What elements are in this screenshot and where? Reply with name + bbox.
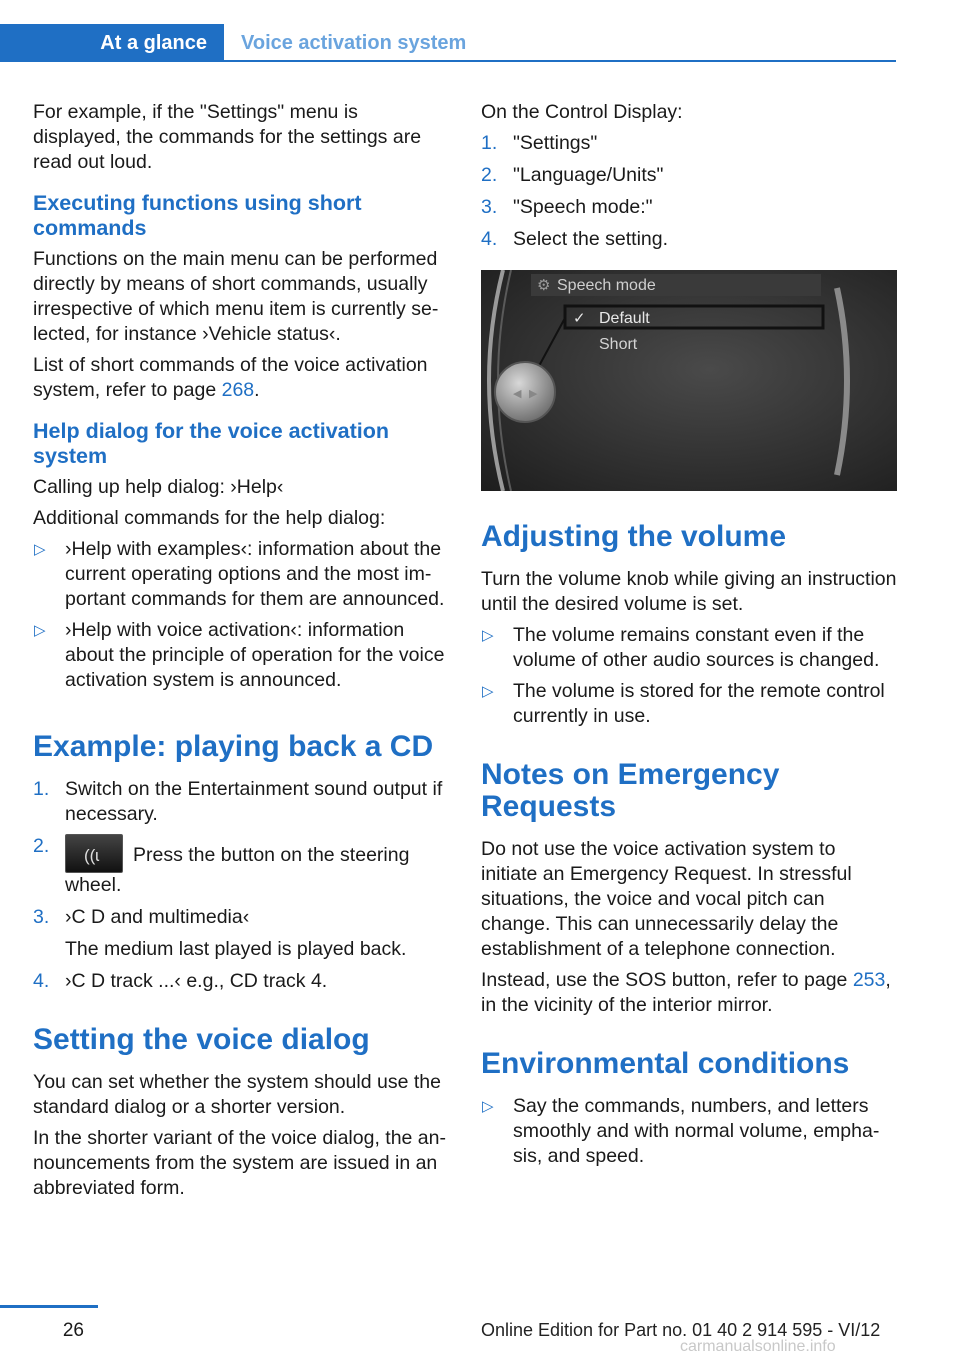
controller-knob-icon (495, 362, 555, 422)
short-commands-heading: Executing functions using short commands (33, 191, 362, 240)
cd-example-heading: Example: playing back a CD (33, 730, 434, 763)
speech-mode-screenshot (481, 270, 897, 491)
list-item: ▷ Say the commands, numbers, and letters smoothly and with normal volume, emphasis, and speed. (482, 1095, 880, 1167)
help-dialog-p1: Calling up help dialog: ›Help‹ (33, 476, 284, 498)
screen-title: Speech mode (557, 277, 656, 294)
watermark: carmanualsonline.info (680, 1338, 836, 1355)
control-display-intro: On the Control Display: (481, 101, 683, 123)
list-item: 2. ((ɩ Press the button on the steering wheel. (33, 835, 410, 896)
triangle-right-icon: ▷ (482, 627, 494, 644)
cd-steps-list (33, 777, 449, 994)
list-item: 4. ›C D track ...‹ e.g., CD track 4. (33, 970, 328, 992)
triangle-right-icon: ▷ (482, 683, 494, 700)
page-link-268[interactable]: 268 (221, 379, 255, 401)
voice-dialog-p2: In the shorter variant of the voice dialog, the announcements from the system are issued in an abbreviated form. (33, 1127, 447, 1199)
help-commands-list (33, 537, 449, 693)
header-rule (0, 60, 896, 62)
edition-note: Online Edition for Part no. 01 40 2 914 595 - VI/12 (481, 1320, 881, 1340)
short-commands-p1: Functions on the main menu can be performed directly by means of short commands, usually irrespective of which menu item is currently selected, for instance ›Vehicle status‹. (33, 248, 439, 345)
gear-icon: ⚙ (537, 276, 551, 294)
environment-heading: Environmental conditions (481, 1047, 850, 1080)
volume-list (481, 623, 897, 729)
voice-button-icon: ((ɩ (65, 834, 123, 873)
footer-rule (0, 1305, 98, 1308)
checkmark-icon: ✓ (573, 309, 586, 327)
svg-text:◀: ◀ (513, 387, 522, 400)
environment-list (481, 1094, 897, 1169)
list-item: ▷ The volume remains constant even if the volume of other audio sources is changed. (482, 624, 880, 671)
list-item: ▷ ›Help with examples‹: information about the current operating options and the most important commands for them are announced. (34, 538, 445, 610)
list-item: 1. Switch on the Entertainment sound output if necessary. (33, 778, 443, 825)
triangle-right-icon: ▷ (34, 622, 46, 639)
option-default: Default (599, 310, 650, 327)
right-column (481, 100, 897, 1175)
triangle-right-icon: ▷ (482, 1098, 494, 1115)
page-header (0, 0, 896, 62)
option-short: Short (599, 336, 638, 353)
voice-dialog-p1: You can set whether the system should use the standard dialog or a shorter version. (33, 1071, 441, 1118)
list-item: 3. ›C D and multimedia‹ The medium last played is played back. (33, 906, 407, 960)
emergency-p2: Instead, use the SOS button, refer to page 253, in the vicinity of the interior mirror. (481, 969, 891, 1016)
page-link-253[interactable]: 253 (852, 969, 886, 991)
chapter-tab[interactable]: At a glance (0, 24, 224, 62)
triangle-right-icon: ▷ (34, 541, 46, 558)
list-item: 3. "Speech mode:" (481, 196, 653, 218)
svg-text:▶: ▶ (529, 387, 538, 400)
intro-paragraph: For example, if the "Settings" menu is displayed, the commands for the settings are read out loud. (33, 101, 422, 173)
emergency-p1: Do not use the voice activation system to initiate an Emergency Request. In stressful situations, the voice and vocal pitch can change. This can unnecessarily delay the establishment of a telephone connection. (481, 838, 852, 960)
control-display-image (481, 270, 897, 491)
volume-p1: Turn the volume knob while giving an instruction until the desired volume is set. (481, 568, 897, 615)
short-commands-p2: List of short commands of the voice activation system, refer to page 268. (33, 354, 428, 401)
left-column (33, 100, 449, 1207)
emergency-heading: Notes on Emergency Requests (481, 758, 780, 823)
voice-dialog-heading: Setting the voice dialog (33, 1023, 370, 1056)
list-item: 4. Select the setting. (481, 228, 669, 250)
help-dialog-heading: Help dialog for the voice activation system (33, 419, 390, 468)
section-title[interactable]: Voice activation system (241, 32, 467, 54)
list-item: 2. "Language/Units" (481, 164, 664, 186)
list-item: ▷ The volume is stored for the remote control currently in use. (482, 680, 885, 727)
list-item: ▷ ›Help with voice activation‹: information about the principle of operation for the voice activation system is announced. (34, 619, 445, 691)
list-item: 1. "Settings" (481, 132, 598, 154)
help-dialog-p2: Additional commands for the help dialog: (33, 507, 386, 529)
speech-mode-steps (481, 131, 897, 252)
volume-heading: Adjusting the volume (481, 520, 787, 553)
page-number: 26 (62, 1320, 84, 1341)
